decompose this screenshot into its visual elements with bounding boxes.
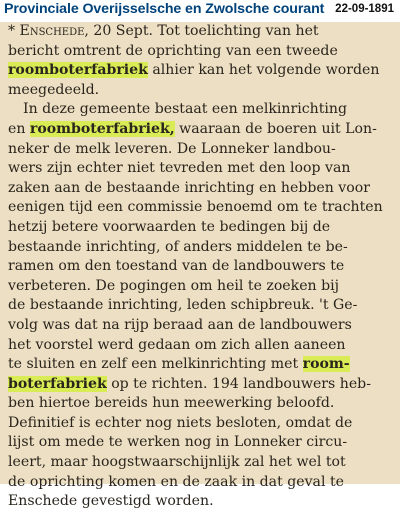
article-line: [8, 198, 386, 218]
article-line: [8, 100, 386, 120]
newspaper-header: [0, 0, 400, 22]
article-text: lijst om mede te werken nog in Lonneker circu-: [8, 434, 348, 451]
article-line: [8, 61, 386, 81]
article-line: [8, 140, 386, 160]
article-text: en: [8, 120, 30, 137]
article-line: [8, 120, 386, 140]
article-line: [8, 355, 386, 375]
article-text: Definitief is echter nog niets besloten, omdat de: [8, 414, 353, 431]
article-line: [8, 159, 386, 179]
article-line: [8, 218, 386, 238]
article-line: [8, 375, 386, 395]
article-text: neker de melk leveren. De Lonneker landbou-: [8, 140, 336, 157]
article-text: te sluiten en zelf een melkinrichting met: [8, 356, 303, 373]
article-text: eenigen tijd een commissie benoemd om te trachten: [8, 199, 383, 216]
article-text: In deze gemeente bestaat een melkinrichting: [23, 101, 347, 118]
article-text: verbeteren. De pogingen om heil te zoeken bij: [8, 277, 339, 294]
article-text: waaraan de boeren uit Lon-: [174, 120, 377, 137]
article-line: [8, 316, 386, 336]
article-text: zaken aan de bestaande inrichting en hebben voor: [8, 179, 370, 196]
article-line: [8, 433, 386, 453]
article-line: [8, 22, 386, 42]
article-text: hetzij betere voorwaarden te bedingen bij de: [8, 218, 331, 235]
article-line: [8, 394, 386, 414]
article-text: , 20 Sept. Tot toelichting van het: [84, 23, 319, 39]
article-text: alhier kan het volgende worden: [147, 62, 380, 79]
article-text: *: [8, 23, 20, 39]
article-text: de bestaande inrichting, leden schipbreuk. 't Ge-: [8, 297, 358, 314]
article-line: [8, 238, 386, 258]
article-text: bericht omtrent de oprichting van een tweede: [8, 42, 338, 59]
article-line: [8, 257, 386, 277]
article-line: [8, 277, 386, 297]
article-text: bestaande inrichting, of anders middelen te be-: [8, 238, 348, 255]
highlighted-keyword: roomboterfabriek: [8, 62, 148, 79]
article-text: wers zijn echter niet tevreden met den loop van: [8, 160, 351, 177]
article-line: [8, 473, 386, 493]
dateline-place: Enschede: [19, 23, 85, 39]
article-text: leert, maar hoogstwaarschijnlijk zal het wel tot: [8, 454, 346, 471]
highlighted-keyword: room-: [302, 356, 350, 373]
article-text: Enschede gevestigd worden.: [8, 493, 214, 510]
article-line: [8, 42, 386, 62]
article-line: [8, 81, 386, 101]
article-text: ben hiertoe bereids hun meewerking beloofd.: [8, 395, 335, 412]
article-line: [8, 453, 386, 473]
article-text: ramen om den toestand van de landbouwers te: [8, 258, 345, 275]
article-line: [8, 296, 386, 316]
highlighted-keyword: roomboterfabriek,: [29, 120, 175, 137]
publication-date: 22-09-1891: [335, 3, 394, 15]
article-line: [8, 492, 386, 512]
article-body: [8, 22, 386, 512]
article-line: [8, 336, 386, 356]
article-text: meegedeeld.: [8, 81, 100, 98]
article-text: op te richten. 194 landbouwers heb-: [106, 375, 371, 392]
highlighted-keyword: boterfabriek: [8, 375, 107, 392]
article-text: de oprichting komen en de zaak in dat geval te: [8, 473, 344, 490]
article-line: [8, 179, 386, 199]
article-text: het voorstel werd gedaan om zich allen aaneen: [8, 336, 346, 353]
article-text: volg was dat na rijp beraad aan de landbouwers: [8, 316, 352, 333]
newspaper-title: Provinciale Overijsselsche en Zwolsche courant: [4, 1, 325, 17]
article-line: [8, 414, 386, 434]
newspaper-clipping: [0, 22, 400, 510]
